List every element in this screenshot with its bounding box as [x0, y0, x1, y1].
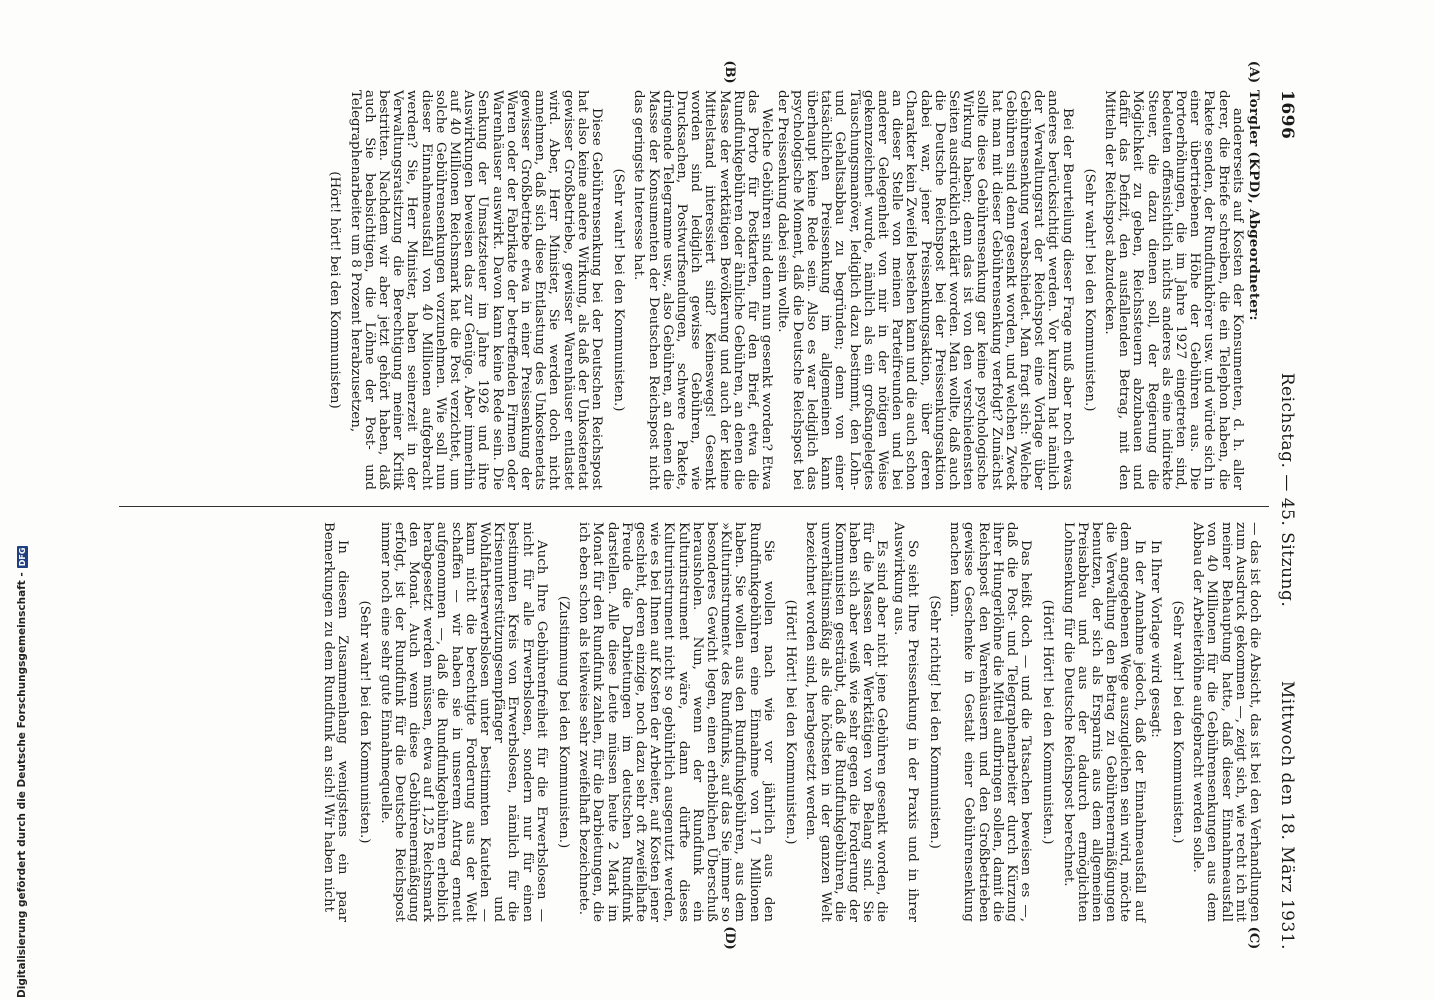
interjection: (Sehr wahr! bei den Kommunisten.) [611, 168, 627, 412]
paragraph: In Ihrer Vorlage wird gesagt: [1147, 540, 1163, 738]
interjection: (Sehr richtig! bei den Kommunisten.) [926, 595, 942, 849]
margin-marker-c: (C) [1246, 926, 1261, 950]
digitization-credit [2, 2, 28, 998]
margin-marker-d: (D) [722, 926, 737, 950]
dfg-logo: DFG [17, 547, 27, 567]
page-number: 1696 [1277, 90, 1297, 140]
interjection: (Hört! Hört! bei den Kommunisten.) [783, 599, 799, 845]
interjection: (Zustimmung bei den Kommunisten.) [556, 595, 572, 849]
credit-text: Digitalisierung gefördert durch die Deutsche Forschungsgemeinschaft - [16, 572, 28, 998]
column-divider [119, 506, 1269, 507]
right-column [319, 522, 1261, 922]
session-date: Mittwoch den 18. März 1931. [1277, 680, 1297, 950]
interjection: (Hört! Hört! bei den Kommunisten.) [1040, 599, 1056, 845]
paragraph: Sie wollen nach wie vor jährlich aus den Rundfunkgebühren eine Einnahme von 17 Millionen haben. Sie wollen aus den Rundfunkgebühren, aus dem »Kulturinstrument« des Rundfunks, auf das Sie immer so besonderes Gewicht legen, einen erheblichen Überschuß herausholen. Nun, wenn der Rundfunk ein Kulturinstrument wäre, dann dürfte dieses Kulturinstrument nicht so gebührlich ausgenutzt werden, wie es bei Ihnen auf Kosten der Arbeiter, auf Kosten jener geschieht, deren einzige, noch dazu sehr oft zweifelhafte Freude die Darbietungen im deutschen Rundfunk darstellen. Alle diese Leute müssen heute 2 Mark im Monat für den Rundfunk zahlen, für die Darbietungen, die ich eben schon als teilweise sehr zweifelhaft bezeichnete. [576, 522, 776, 922]
paragraph: Diese Gebührensenkung bei der Deutschen Reichspost hat also keine andere Wirkung, als daß der Unkostenetat gewisser Großbetriebe, gewisser Warenhäuser entlastet wird. Aber, Herr Minister, Sie werden doch nicht annehmen, daß sich diese Entlastung des Unkostenetats gewisser Großbetriebe etwa in einer Preissenkung der Waren oder der Fabrikate der betreffenden Firmen oder Warenhäuser auswirkt. Davon kann keine Rede sein. Die Senkung der Umsatzsteuer im Jahre 1926 und ihre Auswirkungen beweisen das zur Genüge. Aber immerhin auf 40 Millionen Reichsmark hat die Post verzichtet, um solche Gebührensenkungen vorzunehmen. Wie soll nun dieser Einnahmeausfall von 40 Millionen aufgebracht werden? Sie, Herr Minister, haben seinerzeit in der Verwaltungsratsitzung die Berechtigung meiner Kritik bestritten. Nachdem wir aber jetzt gehört haben, daß auch Sie beabsichtigen, die Löhne der Post- und Telegraphenarbeiter um 8 Prozent herabzusetzen, [347, 90, 605, 490]
rotated-document-page [117, 60, 1297, 950]
paragraph: In diesem Zusammenhang wenigstens ein paar Bemerkungen zu dem Rundfunk an sich! Wir haben nicht [321, 522, 351, 922]
margin-marker-a: (A) [1246, 60, 1261, 84]
interjection: (Sehr wahr! bei den Kommunisten.) [1081, 168, 1097, 412]
quoted-paragraph: In der Annahme jedoch, daß der Einnahmeausfall auf dem angegebenen Wege auszugleichen sein wird, möchte die Verwaltung den Betrag zu Gebührenermäßigungen benutzen, der sich als Ersparnis aus dem allgemeinen Preisabbau und aus der dadurch ermöglichten Lohnsenkung für die Deutsche Reichspost berechnet. [1060, 522, 1147, 922]
interjection: (Hört! hört! bei den Kommunisten) [327, 171, 343, 409]
paragraph: Bei der Beurteilung dieser Frage muß aber noch etwas anderes berücksichtigt werden. Vor kurzem hat nämlich der Verwaltungsrat der Reichspost eine Vorlage über Gebührensenkung verabschiedet. Man fragt sich: Welche Gebühren sind denn gesenkt worden, und welchen Zweck hat man mit dieser Gebührensenkung verfolgt? Zunächst sollte diese Gebührensenkung gar keine psychologische Wirkung haben; denn das ist von den verschiedensten Seiten ausdrücklich erklärt worden. Man wollte, daß auch die Deutsche Reichspost bei der Preissenkungsaktion dabei war, jener Preissenkungsaktion, über deren Charakter kein Zweifel bestehen kann und die auch schon an dieser Stelle von meinen Parteifreunden und bei anderer Gelegenheit von mir in der nötigen Weise gekennzeichnet wurde, nämlich als ein großangelegtes Täuschungsmanöver, lediglich dazu bestimmt, den Lohn- und Gehaltsabbau zu begründen; denn von einer tatsächlichen Preissenkung im allgemeinen kann überhaupt keine Rede sein. Also es war lediglich das psychologische Moment, daß die Deutsche Reichspost bei der Preissenkung dabei sein wollte. [775, 90, 1075, 490]
speaker-label: Torgler (KPD), Abgeordneter: [1246, 90, 1262, 321]
paragraph: Welche Gebühren sind denn nun gesenkt worden? Etwa das Porto für Postkarten, für den Brief, etwa die Rundfunkgebühren oder ähnliche Gebühren, an denen die Masse der werktätigen Bevölkerung und auch der kleine Mittelstand interessiert sind? Keineswegs! Gesenkt worden sind lediglich gewisse Gebühren, wie Drucksachen, Postwurfsendungen, schwere Pakete, dringende Telegramme usw., also Gebühren, an denen die Masse der Konsumenten der Deutschen Reichspost nicht das geringste Interesse hat. [631, 90, 775, 490]
paragraph: Das heißt doch — und die Tatsachen beweisen es —, daß die Post- und Telegraphenarbeiter durch Kürzung ihrer Hungerlöhne die Mittel aufbringen sollen, damit die Reichspost den Warenhäusern und den Großbetrieben gewisse Geschenke in Gestalt einer Gebührensenkung machen kann. [947, 522, 1034, 922]
paragraph: Auch Ihre Gebührenfreiheit für die Erwerbslosen — nicht für alle Erwerbslosen, sondern nur für einen bestimmten Kreis von Erwerbslosen, nämlich für die Krisenunterstützungsempfänger und Wohlfahrtserwerbslosen unter bestimmten Kautelen — kann nicht die berechtigte Forderung aus der Welt schaffen — wir haben sie in unserem Antrag erneut aufgenommen —, daß die Rundfunkgebühren erheblich herabgesetzt werden müssen, etwa auf 1,25 Reichsmark den Monat. Auch wenn diese Gebührenermäßigung erfolgt, ist der Rundfunk für die Deutsche Reichspost immer noch eine sehr gute Einnahmequelle. [377, 522, 549, 922]
margin-marker-b: (B) [722, 60, 737, 84]
page-header [1273, 90, 1297, 950]
session-title: Reichstag. — 45. Sitzung. [1277, 372, 1297, 608]
paragraph: — das ist doch die Absicht, das ist bei den Verhandlungen zum Ausdruck gekommen —, zeigt sich, wie recht ich mit meiner Behauptung hatte, daß dieser Einnahmeausfall von 40 Millionen für die Gebührensenkungen aus dem Abbau der Arbeiterlöhne aufgebracht werden solle. [1190, 522, 1262, 922]
paragraph: andererseits auf Kosten der Konsumenten, d. h. aller derer, die Briefe schreiben, die ein Telephon haben, die Pakete senden, der Rundfunkhörer usw. und würde sich in einer übertriebenen Höhe der Gebühren aus. Die Portoerhöhungen, die im Jahre 1927 eingetreten sind, bedeuten offensichtlich nichts anderes als eine indirekte Steuer, die dazu dienen soll, der Regierung die Möglichkeit zu geben, Reichssteuern abzubauen und dafür das Defizit, den ausfallenden Betrag, mit den Mitteln der Reichspost abzudecken. [1101, 90, 1245, 490]
left-column [319, 90, 1261, 490]
interjection: (Sehr wahr! bei den Kommunisten.) [357, 600, 373, 844]
interjection: (Sehr wahr! bei den Kommunisten.) [1169, 600, 1185, 844]
paragraph: So sieht Ihre Preissenkung in der Praxis und in ihrer Auswirkung aus. [890, 522, 920, 922]
paragraph: Es sind aber nicht jene Gebühren gesenkt worden, die für die Massen der Werktätigen von Belang sind. Sie haben sich aber weiß wie sehr gegen die Forderung der Kommunisten gesträubt, daß die Rundfunkgebühren, die unverhältnismäßig als die höchsten in der ganzen Welt bezeichnet worden sind, herabgesetzt werden. [803, 522, 890, 922]
